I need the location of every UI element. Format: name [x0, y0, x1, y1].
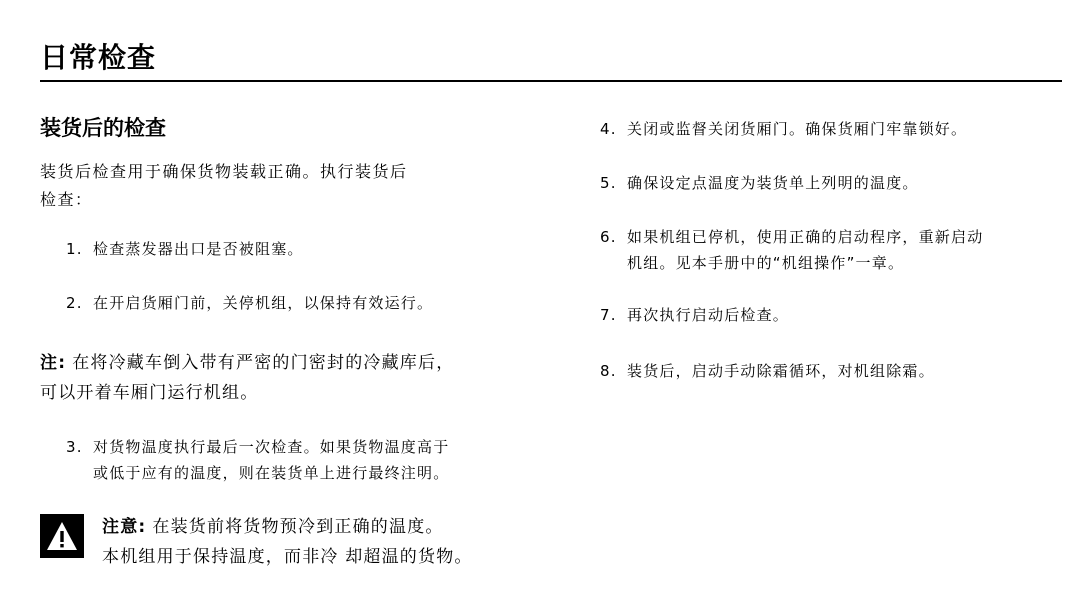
step-text: 关闭或监督关闭货厢门。确保货厢门牢靠锁好。: [627, 120, 968, 138]
section-intro: [40, 158, 540, 214]
caution-label: 注意:: [102, 517, 147, 537]
step-number: 2.: [66, 294, 83, 312]
note-label: 注:: [40, 353, 67, 373]
caution-line-2: 本机组用于保持温度，而非冷 却超温的货物。: [102, 547, 473, 567]
step-text: 装货后，启动手动除霜循环，对机组除霜。: [627, 362, 935, 380]
step-text: 检查蒸发器出口是否被阻塞。: [93, 240, 304, 258]
step-8: [600, 358, 1070, 384]
title-divider: [40, 80, 1062, 82]
step-2: [66, 290, 540, 316]
step-text: [93, 434, 540, 486]
step-number: 6.: [600, 228, 617, 246]
section-heading: 装货后的检查: [40, 116, 166, 140]
note-line-1: 在将冷藏车倒入带有严密的门密封的冷藏库后，: [72, 353, 455, 373]
step-text-line-2: 机组。见本手册中的“机组操作”一章。: [627, 254, 905, 272]
step-text-line-1: 如果机组已停机，使用正确的启动程序，重新启动: [627, 228, 984, 246]
step-4: [600, 116, 1070, 142]
step-3: [66, 434, 540, 486]
step-text: 在开启货厢门前，关停机组，以保持有效运行。: [93, 294, 434, 312]
step-text-line-2: 或低于应有的温度，则在装货单上进行最终注明。: [93, 464, 450, 482]
right-column: [600, 116, 1070, 384]
step-text-line-1: 对货物温度执行最后一次检查。如果货物温度高于: [93, 438, 450, 456]
step-text: 再次执行启动后检查。: [627, 306, 790, 324]
caution-line-1: 在装货前将货物预冷到正确的温度。: [152, 517, 444, 537]
page-title: 日常检查: [40, 41, 157, 74]
intro-line-1: 装货后检查用于确保货物装载正确。执行装货后: [40, 162, 408, 181]
step-number: 8.: [600, 362, 617, 380]
note: [40, 348, 540, 408]
step-number: 7.: [600, 306, 617, 324]
left-column: [40, 112, 540, 572]
step-5: [600, 170, 1070, 196]
step-number: 4.: [600, 120, 617, 138]
step-number: 3.: [66, 438, 83, 456]
step-number: 1.: [66, 240, 83, 258]
step-text: 确保设定点温度为装货单上列明的温度。: [627, 174, 919, 192]
caution-box: [40, 512, 540, 572]
step-7: [600, 302, 1070, 328]
step-6: [600, 224, 1070, 276]
step-1: [66, 236, 540, 262]
caution-text: [102, 512, 473, 572]
step-text: [627, 224, 1070, 276]
note-line-2: 可以开着车厢门运行机组。: [40, 383, 259, 403]
step-number: 5.: [600, 174, 617, 192]
intro-line-2: 检查：: [40, 190, 93, 209]
warning-triangle-icon: [40, 514, 84, 558]
